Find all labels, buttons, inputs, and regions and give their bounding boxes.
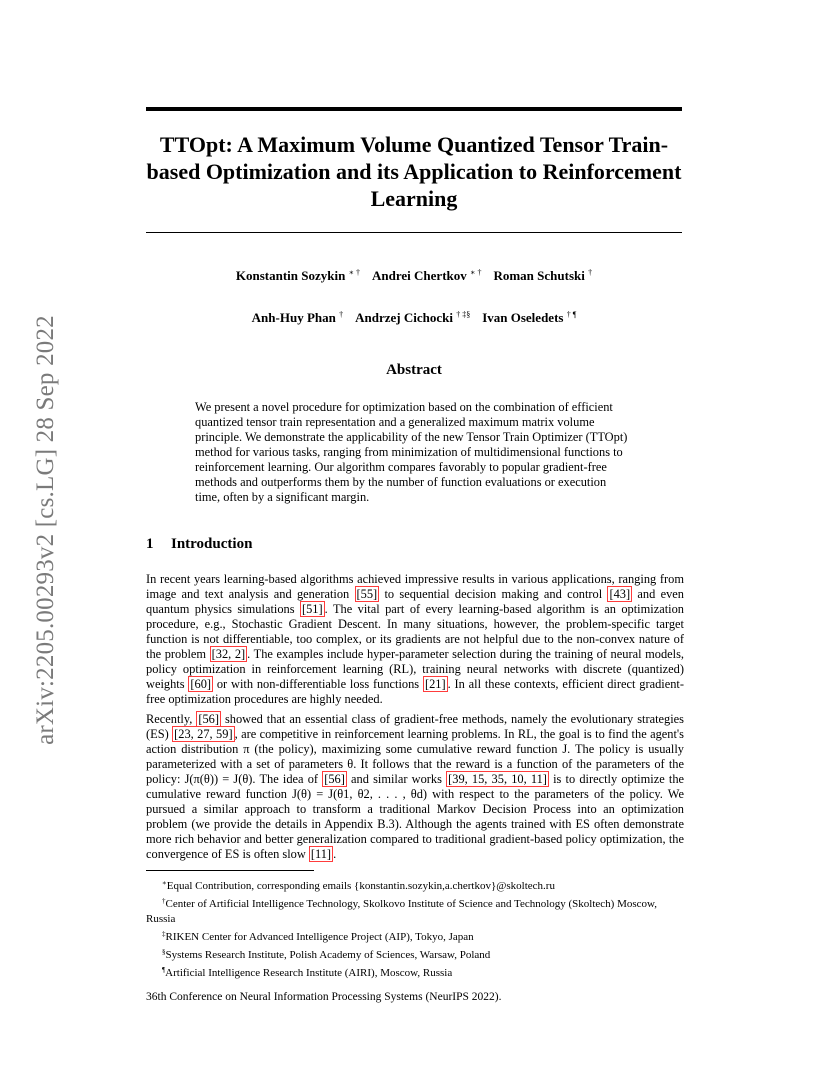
footnote-mark: ¶ <box>162 966 166 974</box>
citation-link[interactable]: [23, 27, 59] <box>174 727 233 741</box>
author-row-1 <box>146 268 682 284</box>
footnote-text: Systems Research Institute, Polish Academy of Sciences, Warsaw, Poland <box>165 949 491 961</box>
title-bottom-rule <box>146 232 682 233</box>
author-name: Anh-Huy Phan <box>251 310 340 325</box>
affiliation-marks: † <box>339 310 344 319</box>
title-top-rule <box>146 107 682 111</box>
author-name: Roman Schutski <box>493 268 589 283</box>
arxiv-sidebar <box>26 290 66 770</box>
abstract-heading: Abstract <box>386 362 442 378</box>
paragraph-text: or with non-differentiable loss functions <box>213 677 423 691</box>
paragraph-text: and even quantum physics simulations <box>146 587 684 616</box>
conference-note: 36th Conference on Neural Information Processing Systems (NeurIPS 2022). <box>146 991 502 1003</box>
footnote-mark: § <box>162 948 166 956</box>
paragraph-text: . The vital part of every learning-based algorithm is an optimization procedure, e.g., Stochastic Gradient Descent. In many situations, however, the problem-specific target function is not differentiable, too complex, or its gradients are not helpful due to the non-convex nature of the problem <box>146 602 684 661</box>
footnote-mark: ∗ <box>162 879 167 887</box>
affiliation-marks: † ‡§ <box>456 310 471 319</box>
intro-paragraph-2 <box>146 712 684 862</box>
footnote <box>146 963 684 981</box>
footnote-text: Center of Artificial Intelligence Technology, Skolkovo Institute of Science and Technology (Skoltech) Moscow, Russia <box>146 898 658 925</box>
paper-title: TTOpt: A Maximum Volume Quantized Tensor Train-based Optimization and its Application to Reinforcement Learning <box>146 132 682 211</box>
paragraph-text: , are competitive in reinforcement learning problems. In RL, the goal is to find the agent's action distribution π (the policy), maximizing some cumulative reward function J. The policy is usually parameterized with a set of parameters θ. It follows that the reward is a function of the parameters of the policy: J(π(θ)) = J(θ). The idea of <box>146 727 684 786</box>
citation-link[interactable]: [11] <box>310 847 332 861</box>
paragraph-text: In recent years learning-based algorithms achieved impressive results in various applications, ranging from image and text analysis and generation <box>146 572 684 601</box>
paragraph-text: to sequential decision making and control <box>379 587 608 601</box>
citation-link[interactable]: [39, 15, 35, 10, 11] <box>448 772 547 786</box>
paragraph-text: . The examples include hyper-parameter selection during the training of neural models, policy optimization in reinforcement learning (RL), training neural networks with discrete (quantized) weights <box>146 647 684 691</box>
author-name: Andrei Chertkov <box>372 268 471 283</box>
arxiv-identifier[interactable]: arXiv:2205.00293v2 [cs.LG] 28 Sep 2022 <box>32 315 59 745</box>
affiliation-marks: ∗ † <box>348 268 361 277</box>
footnote-mark: † <box>162 897 166 905</box>
citation-link[interactable]: [51] <box>301 602 323 616</box>
paragraph-text: . <box>333 847 337 861</box>
citation-link[interactable]: [56] <box>324 772 345 786</box>
author-name: Ivan Oseledets <box>482 310 567 325</box>
affiliation-marks: ∗ † <box>470 268 482 277</box>
affiliation-marks: † <box>588 268 593 277</box>
paragraph-text: is to directly optimize the cumulative reward function J(θ) = J(θ1, θ2, . . . , θd) with respect to the parameters of the policy. We pursued a similar approach to transform a traditional Markov Decision Process into an optimization problem (we provide the details in Appendix B.3). Although the agents trained with ES often demonstrate more rich behavior and better generalization compared to traditional gradient-based policy optimization, the convergence of ES is often slow <box>146 772 685 861</box>
footnote <box>146 927 684 945</box>
citation-link[interactable]: [60] <box>190 677 212 691</box>
author-name: Andrzej Cichocki <box>355 310 457 325</box>
footnote-text: RIKEN Center for Advanced Intelligence Project (AIP), Tokyo, Japan <box>165 931 474 943</box>
paragraph-text: Recently, <box>146 712 197 726</box>
affiliation-marks: † ¶ <box>566 310 577 319</box>
intro-paragraph-1 <box>146 572 684 707</box>
citation-link[interactable]: [21] <box>424 677 446 691</box>
author-row-2 <box>146 310 682 326</box>
section-heading-introduction <box>146 536 252 553</box>
citation-link[interactable]: [56] <box>198 712 219 726</box>
paragraph-text: and similar works <box>346 772 447 786</box>
author-name: Konstantin Sozykin <box>235 268 349 283</box>
footnote-rule <box>146 870 314 871</box>
footnote <box>146 894 684 927</box>
footnote <box>146 876 684 894</box>
footnote <box>146 945 684 963</box>
citation-link[interactable]: [32, 2] <box>211 647 246 661</box>
footnote-text: Equal Contribution, corresponding emails {konstantin.sozykin,a.chertkov}@skoltech.ru <box>166 880 555 892</box>
citation-link[interactable]: [55] <box>356 587 378 601</box>
section-number: 1 <box>146 536 154 552</box>
paragraph-text: . In all these contexts, efficient direct gradient-free optimization procedures are highly needed. <box>146 677 684 706</box>
paragraph-text: showed that an essential class of gradient-free methods, namely the evolutionary strategies (ES) <box>146 712 684 741</box>
footnote-mark: ‡ <box>162 930 166 938</box>
footnote-text: Artificial Intelligence Research Institute (AIRI), Moscow, Russia <box>165 967 453 979</box>
abstract-body: We present a novel procedure for optimization based on the combination of efficient quantized tensor train representation and a generalized maximum matrix volume principle. We demonstrate the applicability of the new Tensor Train Optimizer (TTOpt) method for various tasks, ranging from minimization of multidimensional functions to reinforcement learning. Our algorithm compares favorably to popular gradient-free methods and outperforms them by the number of function evaluations or execution time, often by a significant margin. <box>195 400 628 504</box>
footnotes <box>146 876 684 981</box>
section-title: Introduction <box>171 536 253 552</box>
citation-link[interactable]: [43] <box>609 587 631 601</box>
